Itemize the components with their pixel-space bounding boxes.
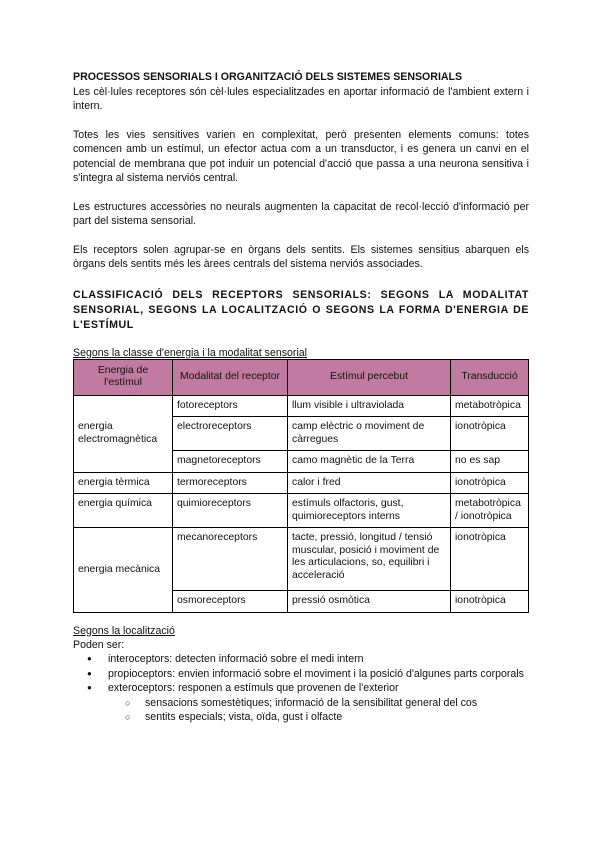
section-heading: CLASSIFICACIÓ DELS RECEPTORS SENSORIALS: SEGONS LA MODALITAT SENSORIAL, SEGONS LA LOCALITZACIÓ O SEGONS LA FORMA D'ENERGIA DE L'ESTÍMUL — [73, 288, 529, 331]
localization-intro: Poden ser: — [73, 638, 125, 651]
stimulus-cell: camp elèctric o moviment de càrregues — [288, 417, 451, 451]
transduction-cell: ionotròpica — [451, 591, 529, 613]
transduction-cell: ionotròpica — [451, 472, 529, 494]
receptor-cell: quimioreceptors — [173, 494, 288, 528]
stimulus-cell: pressió osmòtica — [288, 591, 451, 613]
energy-cell: energia mecànica — [74, 528, 173, 613]
header-transduction: Transducció — [451, 359, 529, 395]
localization-title: Segons la localització — [73, 624, 175, 637]
table-row — [74, 395, 529, 417]
stimulus-cell: calor i fred — [288, 472, 451, 494]
sub-list-item: ○ sentits especials; vista, oïda, gust i olfacte — [73, 710, 529, 725]
energy-cell: energia electromagnètica — [74, 395, 173, 472]
receptors-table — [73, 359, 529, 613]
transduction-cell: ionotròpica — [451, 528, 529, 591]
table-caption: Segons la classe d'energia i la modalitat sensorial — [73, 346, 308, 359]
receptor-cell: termoreceptors — [173, 472, 288, 494]
list-item: ● propioceptors: envien informació sobre el moviment i la posició d'algunes parts corporals — [73, 667, 529, 682]
transduction-cell: metabotròpica — [451, 395, 529, 417]
document-content — [73, 70, 529, 725]
paragraph: Les estructures accessòries no neurals augmenten la capacitat de recol·lecció d'informació per part del sistema sensorial. — [73, 200, 529, 227]
receptor-cell: electroreceptors — [173, 417, 288, 451]
exteroceptors-sublist — [73, 696, 529, 725]
energy-cell: energia tèrmica — [74, 472, 173, 494]
stimulus-cell: llum visible i ultraviolada — [288, 395, 451, 417]
transduction-cell: no es sap — [451, 451, 529, 473]
energy-cell: energia química — [74, 494, 173, 528]
localization-list — [73, 652, 529, 696]
receptor-cell: osmoreceptors — [173, 591, 288, 613]
list-item: ● interoceptors: detecten informació sobre el medi intern — [73, 652, 529, 667]
receptor-cell: fotoreceptors — [173, 395, 288, 417]
transduction-cell: ionotròpica — [451, 417, 529, 451]
stimulus-cell: estímuls olfactoris, gust, quimioreceptors interns — [288, 494, 451, 528]
sub-list-item: ○ sensacions somestètiques; informació de la sensibilitat general del cos — [73, 696, 529, 711]
page-title: PROCESSOS SENSORIALS I ORGANITZACIÓ DELS SISTEMES SENSORIALS — [73, 71, 463, 83]
header-energy: Energia de l'estímul — [74, 359, 173, 395]
table-row — [74, 528, 529, 591]
header-receptor: Modalitat del receptor — [173, 359, 288, 395]
header-stimulus: Estímul percebut — [288, 359, 451, 395]
paragraph: Totes les vies sensitives varien en complexitat, però presenten elements comuns: totes comencen amb un estímul, un efector actua com a un transductor, i es genera un canvi en el potencial de membrana que pot induir un potencial d'acció que passa a una neurona sensitiva i s'integra al sistema nerviós central. — [73, 128, 529, 184]
receptor-cell: mecanoreceptors — [173, 528, 288, 591]
table-row — [74, 472, 529, 494]
transduction-cell: metabotròpica / ionotròpica — [451, 494, 529, 528]
paragraph: Les cèl·lules receptores són cèl·lules especialitzades en aportar informació de l'ambient extern i intern. — [73, 85, 529, 112]
stimulus-cell: camo magnètic de la Terra — [288, 451, 451, 473]
table-row — [74, 494, 529, 528]
receptor-cell: magnetoreceptors — [173, 451, 288, 473]
table-header-row — [74, 359, 529, 395]
paragraph: Els receptors solen agrupar-se en òrgans dels sentits. Els sistemes sensitius abarquen els òrgans dels sentits més les àrees centrals del sistema nerviós associades. — [73, 243, 529, 270]
stimulus-cell: tacte, pressió, longitud / tensió muscular, posició i moviment de les articulacions, so, equilibri i acceleració — [288, 528, 451, 591]
list-item: ● exteroceptors: responen a estímuls que provenen de l'exterior — [73, 681, 529, 696]
